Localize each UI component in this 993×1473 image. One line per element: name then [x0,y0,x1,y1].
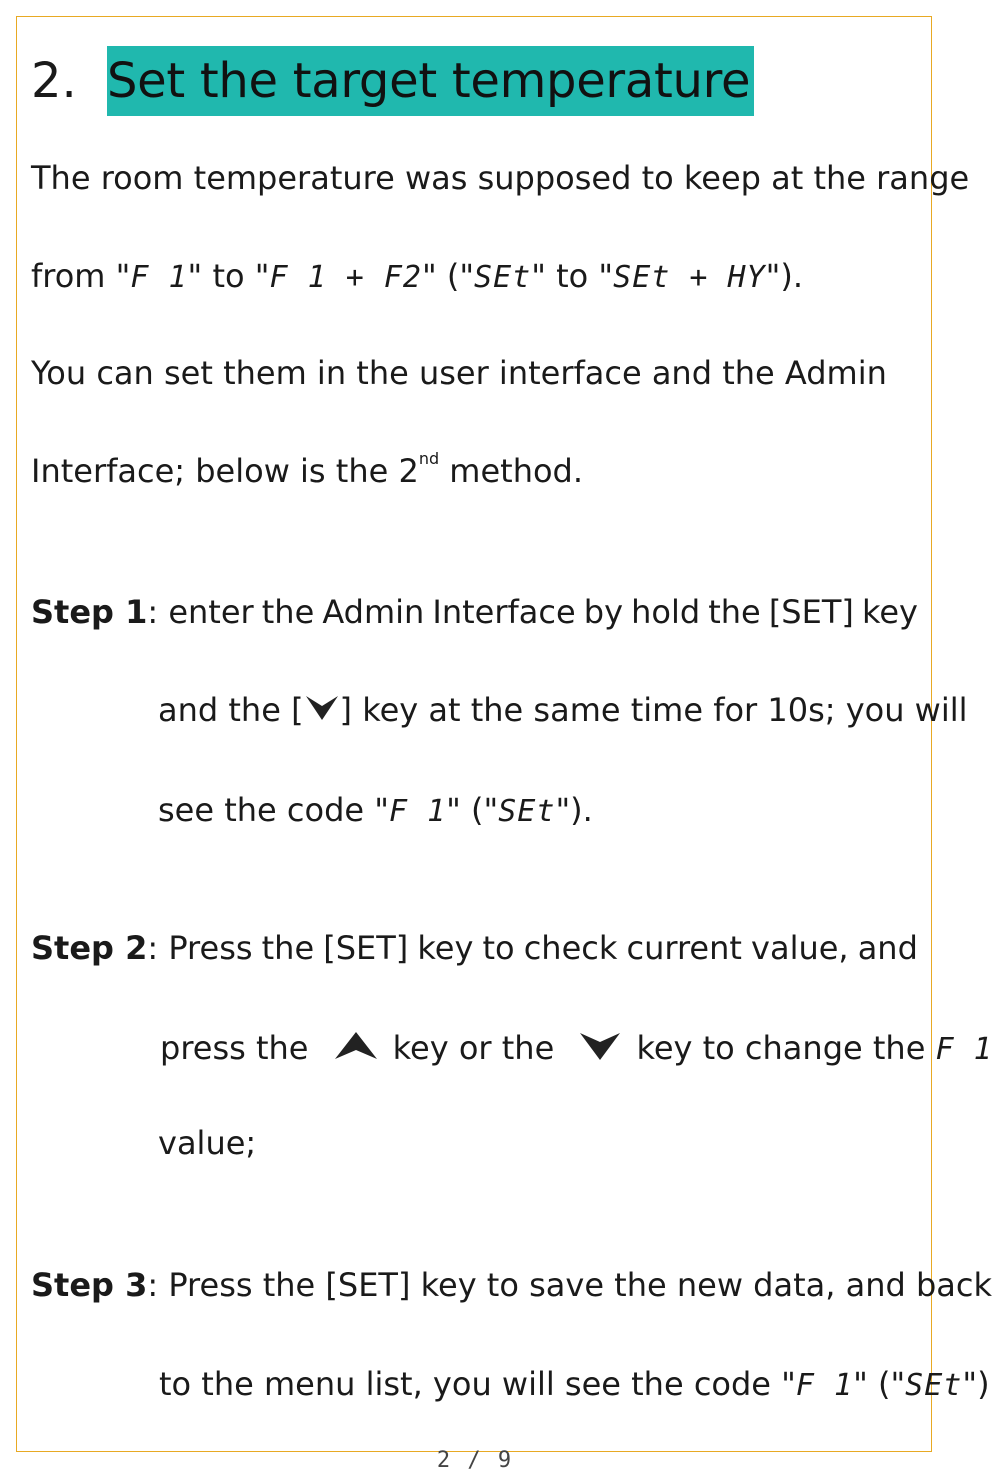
step3-colon: : [147,1266,159,1304]
code-set: SEt [474,260,532,295]
down-arrow-key-icon [304,692,340,733]
step1-word: [SET] [768,593,854,631]
step2-line-3 [158,1123,918,1163]
step2-word: to [482,929,515,967]
step2-word: the [261,929,315,967]
step2-word: check [523,929,618,967]
step2-text: key or the [392,1029,555,1067]
step2-line-2 [160,1028,993,1072]
intro-text: Interface; below is the 2 [31,452,419,490]
code-set: SEt [905,1368,963,1403]
step1-label: Step 1 [31,593,148,631]
step2-word: current [626,929,742,967]
step2-word: [SET] [323,929,409,967]
step1-line-2 [158,690,968,733]
step1-lead [31,592,254,632]
superscript-nd: nd [418,449,440,468]
step1-text: ] key at the same time for 10s; you will [339,691,968,729]
section-number: 2. [31,53,77,109]
intro-text-1: The room temperature was supposed to keep at the range [31,159,970,197]
step3-text: ") [962,1365,990,1403]
step3-text: " (" [853,1365,906,1403]
page-number: 2 / 9 [436,1448,514,1473]
intro-line-2 [31,256,918,298]
step3-label: Step 3 [31,1266,148,1304]
step2-lead [31,928,253,968]
intro-text-3: You can set them in the user interface and the Admin [31,354,887,392]
step3-text: to the menu list, you will see the code " [159,1365,796,1403]
step2-text: key to change the [636,1029,926,1067]
intro-text: "). [765,257,804,295]
step3-line-2 [159,1364,990,1406]
intro-text: from " [31,257,131,295]
step2-word: value, [751,929,849,967]
step3-line-1 [31,1265,993,1305]
step1-text: "). [555,791,593,829]
step2-label: Step 2 [31,929,148,967]
code-f1: F 1 [795,1368,854,1403]
step2-text: value; [158,1124,257,1162]
step1-word: enter [168,593,254,631]
step1-word: Interface [432,593,576,631]
section-title: Set the target temperature [107,46,754,116]
step1-word: key [861,593,918,631]
step2-colon: : [147,929,159,967]
step1-line-1 [31,592,918,632]
step1-word: hold [631,593,701,631]
step2-word: Press [168,929,253,967]
intro-text: " to " [531,257,614,295]
down-arrow-key-icon [578,1029,622,1072]
intro-text: method. [439,452,584,490]
code-f1: F 1 [935,1032,993,1067]
page-border [16,16,932,1452]
step1-word: Admin [322,593,425,631]
step1-text: " (" [446,791,499,829]
step1-word: the [261,593,315,631]
intro-text: " (" [421,257,475,295]
step1-line-3 [158,790,918,832]
code-set-plus-hy: SEt + HY [613,260,766,295]
code-f1: F 1 [130,260,188,295]
step1-text: see the code " [158,791,389,829]
intro-line-1 [31,158,970,198]
code-set: SEt [498,794,556,829]
code-f1: F 1 [388,794,447,829]
step3-text: Press the [SET] key to save the new data, and back [168,1266,993,1304]
step1-colon: : [147,593,159,631]
step2-line-1 [31,928,918,968]
step1-text: and the [ [158,691,304,729]
step1-word: the [708,593,761,631]
step2-word: key [417,929,474,967]
step2-text: press the [160,1029,309,1067]
step2-word: and [857,929,918,967]
intro-text: " to " [187,257,270,295]
intro-line-4 [31,451,918,491]
step1-word: by [583,593,623,631]
code-f1-plus-f2: F 1 + F2 [269,260,422,295]
up-arrow-key-icon [333,1029,379,1072]
intro-line-3 [31,353,918,393]
